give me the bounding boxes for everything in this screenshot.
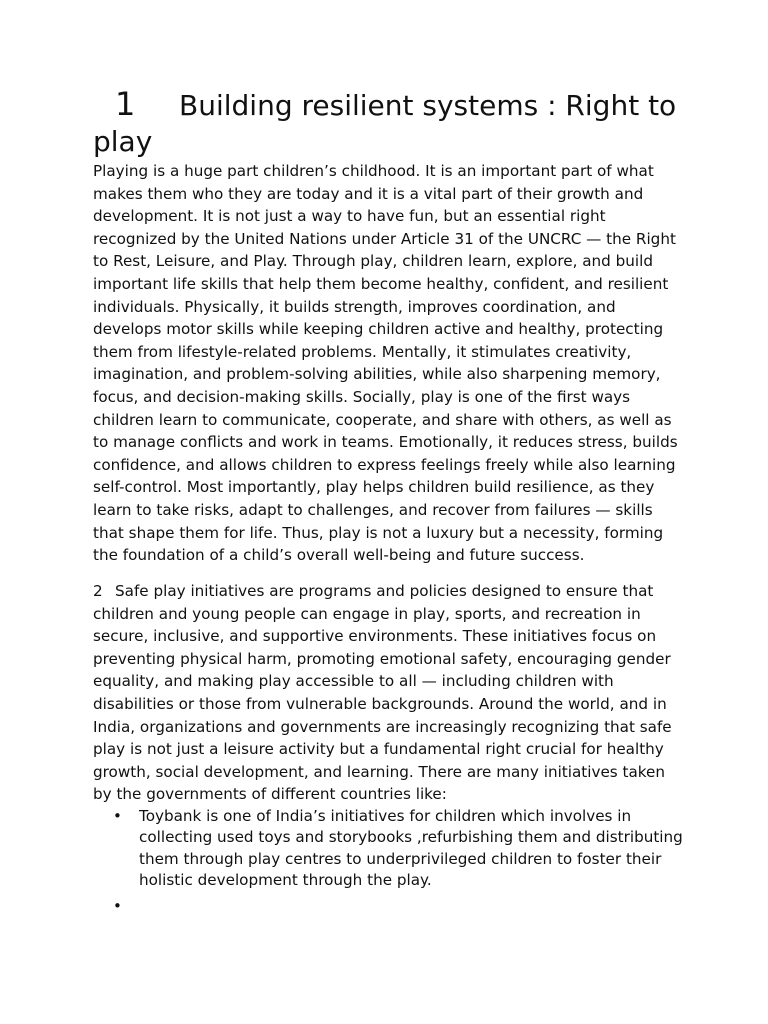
paragraph-safe-play: [93, 580, 683, 806]
bullet-marker: •: [113, 896, 122, 915]
paragraph-number: 2: [93, 582, 103, 600]
initiatives-list: [93, 806, 683, 921]
bullet-marker: •: [113, 807, 122, 825]
section-heading: [93, 86, 693, 160]
list-item: [93, 806, 683, 892]
heading-title: Building resilient systems : Right to play: [93, 89, 677, 158]
paragraph-safe-play-text: Safe play initiatives are programs and policies designed to ensure that children and young people can engage in play, sports, and recreation in secure, inclusive, and supportive environments. These initiatives focus on preventing physical harm, promoting emotional safety, encouraging gender equality, and making play accessible to all — including children with disabilities or those from vulnerable backgrounds. Around the world, and in India, organizations and governments are increasingly recognizing that safe play is not just a leisure activity but a fundamental right crucial for healthy growth, social development, and learning. There are many initiatives taken by the governments of different countries like:: [93, 582, 672, 804]
list-item: [93, 896, 683, 917]
list-item-text: Toybank is one of India’s initiatives for children which involves in collecting used toys and storybooks ,refurbishing them and distributing them through play centres to underprivileged children to foster their holistic development through the play.: [139, 807, 683, 890]
heading-number: 1: [115, 85, 136, 123]
paragraph-right-to-play: Playing is a huge part children’s childhood. It is an important part of what makes them who they are today and it is a vital part of their growth and development. It is not just a way to have fun, but an essential right recognized by the United Nations under Article 31 of the UNCRC — the Right to Rest, Leisure, and Play. Through play, children learn, explore, and build important life skills that help them become healthy, confident, and resilient individuals. Physically, it builds strength, improves coordination, and develops motor skills while keeping children active and healthy, protecting them from lifestyle-related problems. Mentally, it stimulates creativity, imagination, and problem-solving abilities, while also sharpening memory, focus, and decision-making skills. Socially, play is one of the first ways children learn to communicate, cooperate, and share with others, as well as to manage conflicts and work in teams. Emotionally, it reduces stress, builds confidence, and allows children to express feelings freely while also learning self-control. Most importantly, play helps children build resilience, as they learn to take risks, adapt to challenges, and recover from failures — skills that shape them for life. Thus, play is not a luxury but a necessity, forming the foundation of a child’s overall well-being and future success.: [93, 162, 678, 565]
